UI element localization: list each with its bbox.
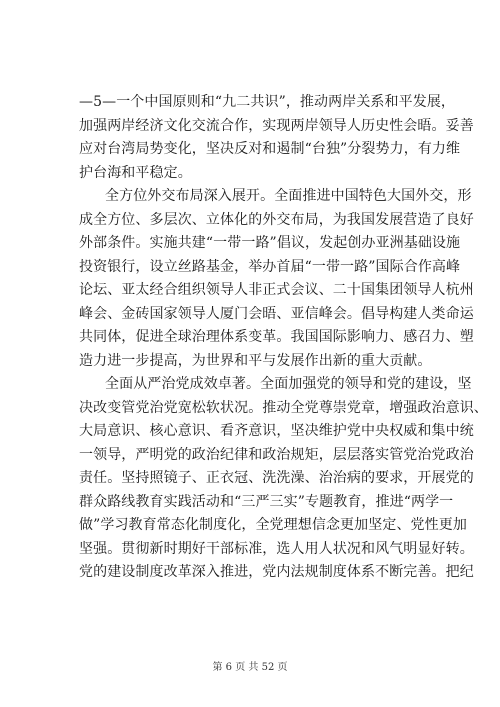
text-line: 护台海和平稳定。 [79, 164, 192, 181]
text-line: 成全方位、多层次、立体化的外交布局，为我国发展营造了良好 [79, 211, 474, 228]
text-line: 党的建设制度改革深入推进，党内法规制度体系不断完善。把纪 [79, 564, 474, 580]
paragraph-start-line: 全面从严治党成效卓著。全面加强党的领导和党的建设，坚 [105, 376, 472, 392]
text-line: 做”学习教育常态化制度化，全党理想信念更加坚定、党性更加 [79, 517, 467, 533]
text-line: 论坛、亚太经合组织领导人非正式会议、二十国集团领导人杭州 [79, 282, 474, 298]
text-line: 外部条件。实施共建“一带一路”倡议，发起创办亚洲基础设施 [79, 235, 461, 251]
paragraph-start-line: 全方位外交布局深入展开。全面推进中国特色大国外交，形 [105, 188, 472, 204]
text-line: 峰会、金砖国家领导人厦门会晤、亚信峰会。倡导构建人类命运 [79, 305, 474, 322]
text-line: 一领导，严明党的政治纪律和政治规矩，层层落实管党治党政治 [79, 446, 474, 463]
text-line: 坚强。贯彻新时期好干部标准，选人用人状况和风气明显好转。 [79, 540, 474, 557]
text-line: 大局意识、核心意识、看齐意识，坚决维护党中央权威和集中统 [79, 423, 474, 439]
text-line: 决改变管党治党宽松软状况。推动全党尊崇党章，增强政治意识、 [79, 399, 488, 416]
text-line: 共同体，促进全球治理体系变革。我国国际影响力、感召力、塑 [79, 329, 474, 345]
text-line: 群众路线教育实践活动和“三严三实”专题教育，推进“两学一 [79, 493, 454, 510]
text-line: 加强两岸经济文化交流合作，实现两岸领导人历史性会晤。妥善 [79, 117, 474, 134]
text-line: —5—一个中国原则和“九二共识”，推动两岸关系和平发展， [79, 94, 456, 110]
body-text [79, 91, 488, 585]
text-line: 应对台湾局势变化，坚决反对和遏制“台独”分裂势力，有力维 [79, 141, 461, 157]
text-line: 投资银行，设立丝路基金，举办首届“一带一路”国际合作高峰 [79, 258, 461, 275]
text-line: 责任。坚持照镜子、正衣冠、洗洗澡、治治病的要求，开展党的 [79, 470, 474, 486]
page-number-footer: 第 6 页 共 52 页 [212, 662, 288, 673]
text-line: 造力进一步提高，为世界和平与发展作出新的重大贡献。 [79, 352, 432, 369]
